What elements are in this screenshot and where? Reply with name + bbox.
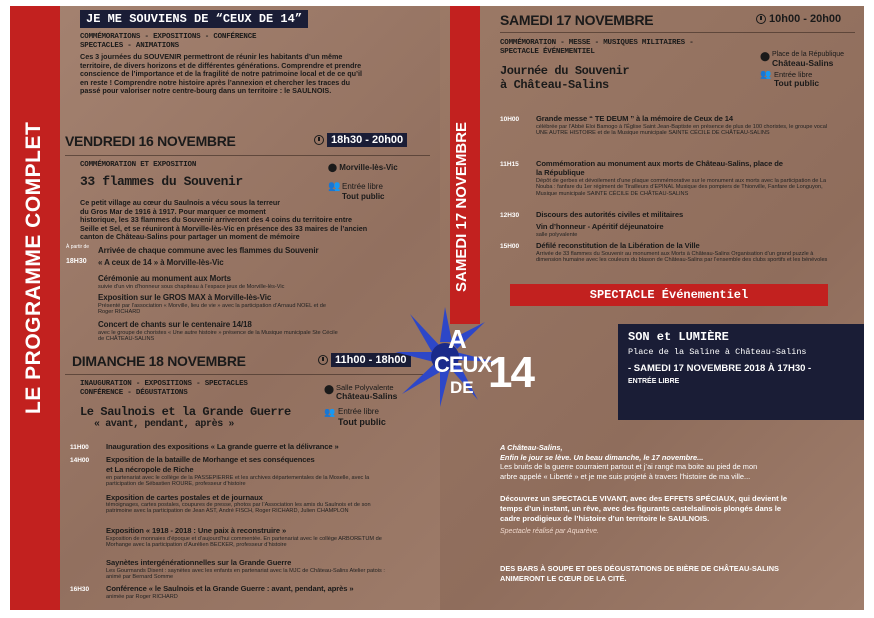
- sunday-item: Exposition de cartes postales et de journaux: [106, 493, 263, 502]
- saturday-sub1: COMMÉMORATION - MESSE - MUSIQUES MILITAIRES -: [500, 39, 694, 47]
- friday-note: suivie d’un vin d’honneur sous chapiteau à l’espace jeux de Morville-lès-Vic: [98, 284, 285, 290]
- sunday-item: Saynètes intergénérationnelles sur la Grande Guerre: [106, 558, 292, 567]
- spectacle-banner: SPECTACLE Événementiel: [510, 284, 828, 306]
- son-date: - SAMEDI 17 NOVEMBRE 2018 À 17H30 -: [628, 363, 812, 374]
- saturday-entry: 👥 Entrée libre Tout public: [760, 69, 820, 88]
- intro-line: passé pour valoriser notre centre-bourg dans un territoire : le SAULNOIS.: [80, 86, 332, 96]
- clock-icon: [756, 14, 766, 24]
- header-sub2: SPECTACLES - ANIMATIONS: [80, 42, 179, 50]
- sunday-item: Conférence « le Saulnois et la Grande Guerre : avant, pendant, après »: [106, 584, 354, 593]
- saturday-item: Défilé reconstitution de la Libération de la Ville: [536, 241, 700, 250]
- people-icon: 👥: [760, 69, 772, 79]
- saturday-title1: Journée du Souvenir: [500, 64, 630, 78]
- sunday-note: Les Gourmands Disent : saynètes avec les enfants en partenariat avec la MJC de Château-Salins Atelier patois : animé par Bernard Somme: [106, 568, 385, 581]
- sunday-note: animée par Roger RICHARD: [106, 594, 178, 600]
- logo-de: DE: [450, 378, 474, 397]
- saturday-item: Grande messe “ TE DEUM ” à la mémoire de Ceux de 14: [536, 114, 734, 123]
- friday-note: avec le groupe de choristes « Une autre histoire » présence de la Musique municipale Ste Cécile de CHÂTEAU-SALINS: [98, 330, 338, 343]
- saturday-sub2: SPECTACLE ÉVÉNEMENTIEL: [500, 48, 595, 56]
- friday-time: 18h30 - 20h00: [314, 134, 407, 146]
- son-lumiere-box: [618, 324, 864, 420]
- saturday-time: 10h00 - 20h00: [756, 13, 841, 25]
- location-pin-icon: ⬤: [328, 163, 337, 172]
- sunday-item: et La nécropole de Riche: [106, 465, 194, 474]
- credit-text: Spectacle réalisé par Aquarève.: [500, 528, 599, 535]
- friday-item: « A ceux de 14 » à Morville-lès-Vic: [98, 258, 224, 267]
- vertical-day: SAMEDI 17 NOVEMBRE: [453, 121, 470, 292]
- saturday-note: Dépôt de gerbes et dévoilement d’une plaque commémorative sur le monument aux morts avec la participation de La Nouba : fanfare du 1er régiment de Tirailleurs d’EPINAL Musique des pompiers de Thionville, Fanfare de Longuyon, Musique municipale SAINTE CÉCILE DE CHÂTEAU-SALINS: [536, 178, 827, 197]
- sunday-sub1: INAUGURATION - EXPOSITIONS - SPECTACLES: [80, 380, 248, 388]
- saturday-item: Discours des autorités civiles et militaires: [536, 210, 684, 219]
- people-icon: 👥: [324, 407, 336, 417]
- sunday-note: témoignages, cartes postales, coupures de presse, photos par l’Association les amis du Saulnois et de son patrimoine avec la participation de Jean AST, André FISCH, Roger RICHARD, Julien CHAMPLON: [106, 502, 371, 515]
- sunday-sub2: CONFÉRENCE - DÉGUSTATIONS: [80, 389, 188, 397]
- sunday-place: ⬤ Salle Polyvalente Château-Salins: [324, 383, 398, 401]
- intro-line: conscience de l’importance et de la fragilité de notre patrimoine local et de ce qu’il: [80, 69, 362, 79]
- intro-line: territoire, de divers horizons et de différentes générations. Comprendre et prendre: [80, 60, 362, 70]
- intro-line: en reste ! Comprendre notre histoire après l’annexion et chercher les traces du: [80, 77, 351, 87]
- header-sub1: COMMÉMORATIONS - EXPOSITIONS - CONFÉRENCE: [80, 33, 257, 41]
- footer-text: DES BARS À SOUPE ET DES DÉGUSTATIONS DE BIÈRE DE CHÂTEAU-SALINS ANIMERONT LE CŒUR DE LA CITÉ.: [500, 564, 779, 583]
- sunday-time: 11h00 - 18h00: [318, 354, 411, 366]
- saturday-time-label: 15H00: [500, 243, 520, 250]
- vertical-title: LE PROGRAMME COMPLET: [22, 121, 45, 414]
- sunday-title2: « avant, pendant, après »: [94, 419, 235, 430]
- saturday-rule: [500, 32, 855, 33]
- location-pin-icon: ⬤: [324, 384, 335, 394]
- saturday-item: Vin d’honneur - Apéritif déjeunatoire: [536, 222, 664, 231]
- friday-note: Présenté par l’association « Morville, lieu de vie » avec la participation d’Arnaud NOEL et de Roger RICHARD: [98, 303, 327, 316]
- friday-entry: 👥 Entrée libre Tout public: [328, 181, 385, 201]
- friday-title: 33 flammes du Souvenir: [80, 174, 243, 189]
- sunday-note: en partenariat avec le collège de la PASSEPIERRE et les archives départementales de la Moselle, avec la participation de Sébastien ROURE, professeur d’histoire: [106, 475, 370, 488]
- people-icon: 👥: [328, 181, 341, 192]
- sunday-note: Exposition de monnaies d’époque et d’aujourd’hui commentée. En partenariat avec le collège ARBORETUM de Morhange avec la participation d’Aurélien BECKER, professeur d’histoire: [106, 536, 382, 549]
- friday-item: Arrivée de chaque commune avec les flammes du Souvenir: [98, 246, 319, 255]
- intro-line: Ces 3 journées du SOUVENIR permettront de réunir les habitants d’un même: [80, 52, 343, 61]
- saturday-place: ⬤ Place de la République Château-Salins: [760, 51, 844, 68]
- logo-a: A: [448, 324, 467, 354]
- location-pin-icon: ⬤: [760, 51, 771, 61]
- saturday-item: Commémoration au monument aux morts de Château-Salins, place de la République: [536, 159, 783, 177]
- sunday-day: DIMANCHE 18 NOVEMBRE: [72, 353, 246, 369]
- friday-text: Ce petit village au cœur du Saulnois a vécu sous la terreur du Gros Mar de 1916 à 1917. Pour marquer ce moment historique, les 33 flammes du Souvenir arriveront des 4 coins du territoire entre Seille et Sel, et se réuniront à Morville-lès-Vic en présence des 33 maires de l’ancien canton de Château-Salins pour partager un moment de mémoire: [80, 198, 368, 242]
- saturday-note: Arrivée de 33 flammes du Souvenir au monument aux Morts à Château-Salins Organisation d’un grand puzzle à dimension humaine avec les couleurs du blason de Château-Salins par l’ensemble des clubs sportifs et les bénévoles: [536, 251, 828, 264]
- cornflower-logo: [370, 296, 540, 426]
- son-place: Place de la Saline à Château-Salins: [628, 347, 807, 357]
- saturday-title2: à Château-Salins: [500, 78, 609, 92]
- intro-text: [80, 53, 430, 96]
- son-entry: ENTRÉE LIBRE: [628, 378, 680, 385]
- clock-icon: [318, 355, 328, 365]
- clock-icon: [314, 135, 324, 145]
- friday-item: Exposition sur le GROS MAX à Morville-lès-Vic: [98, 293, 272, 302]
- friday-item: Concert de chants sur le centenaire 14/18: [98, 320, 252, 329]
- saturday-day: SAMEDI 17 NOVEMBRE: [500, 12, 654, 28]
- saturday-note: célébrée par l’Abbé Eloi Bamogo à l’Église Saint Jean-Baptiste en présence de plus de 100 choristes, le groupe vocal UNE AUTRE HISTOIRE et de la Musique municipale SAINTE CÉCILE DE CHÂTEAU-SALINS: [536, 124, 828, 137]
- sunday-time-label: 11H00: [70, 444, 89, 451]
- friday-item: Cérémonie au monument aux Morts: [98, 274, 231, 283]
- logo-ceux: CEUX: [434, 352, 492, 377]
- sunday-time-label: 16H30: [70, 586, 90, 593]
- sunday-item: Exposition « 1918 - 2018 : Une paix à reconstruire »: [106, 526, 287, 535]
- sunday-item: Exposition de la bataille de Morhange et ses conséquences: [106, 455, 315, 464]
- sunday-title1: Le Saulnois et la Grande Guerre: [80, 405, 291, 419]
- sunday-item: Inauguration des expositions « La grande guerre et la délivrance »: [106, 442, 339, 451]
- friday-time-label: À partir de 18H30: [66, 244, 90, 265]
- sunday-entry: 👥 Entrée libre Tout public: [324, 407, 386, 427]
- friday-day: VENDREDI 16 NOVEMBRE: [65, 133, 236, 149]
- saturday-time-label: 12H30: [500, 212, 520, 219]
- friday-place: ⬤ Morville-lès-Vic: [328, 163, 398, 172]
- discover-text: Découvrez un SPECTACLE VIVANT, avec des EFFETS SPÉCIAUX, qui devient le temps d’un instant, un rêve, avec des figurants castelsalinois plongés dans le cadre prodigieux de l’histoire d’un territoire le SAULNOIS.: [500, 494, 788, 523]
- son-title: SON et LUMIÈRE: [628, 330, 729, 344]
- header-title: JE ME SOUVIENS DE “CEUX DE 14”: [80, 10, 308, 28]
- saturday-time-label: 11H15: [500, 161, 519, 168]
- story-text: A Château-Salins, Enfin le jour se lève. Un beau dimanche, le 17 novembre... Les bruits de la guerre courraient partout et j’ai rangé ma boite au pied de mon arbre appelé « Liberté » et je me suis projeté à travers l’histoire de ma ville...: [500, 443, 758, 481]
- saturday-time-label: 10H00: [500, 116, 520, 123]
- logo-14: 14: [488, 348, 533, 397]
- sunday-time-label: 14H00: [70, 457, 90, 464]
- saturday-note: salle polyvalente: [536, 232, 578, 238]
- friday-rule: [65, 155, 430, 156]
- friday-sub: COMMÉMORATION ET EXPOSITION: [80, 161, 197, 169]
